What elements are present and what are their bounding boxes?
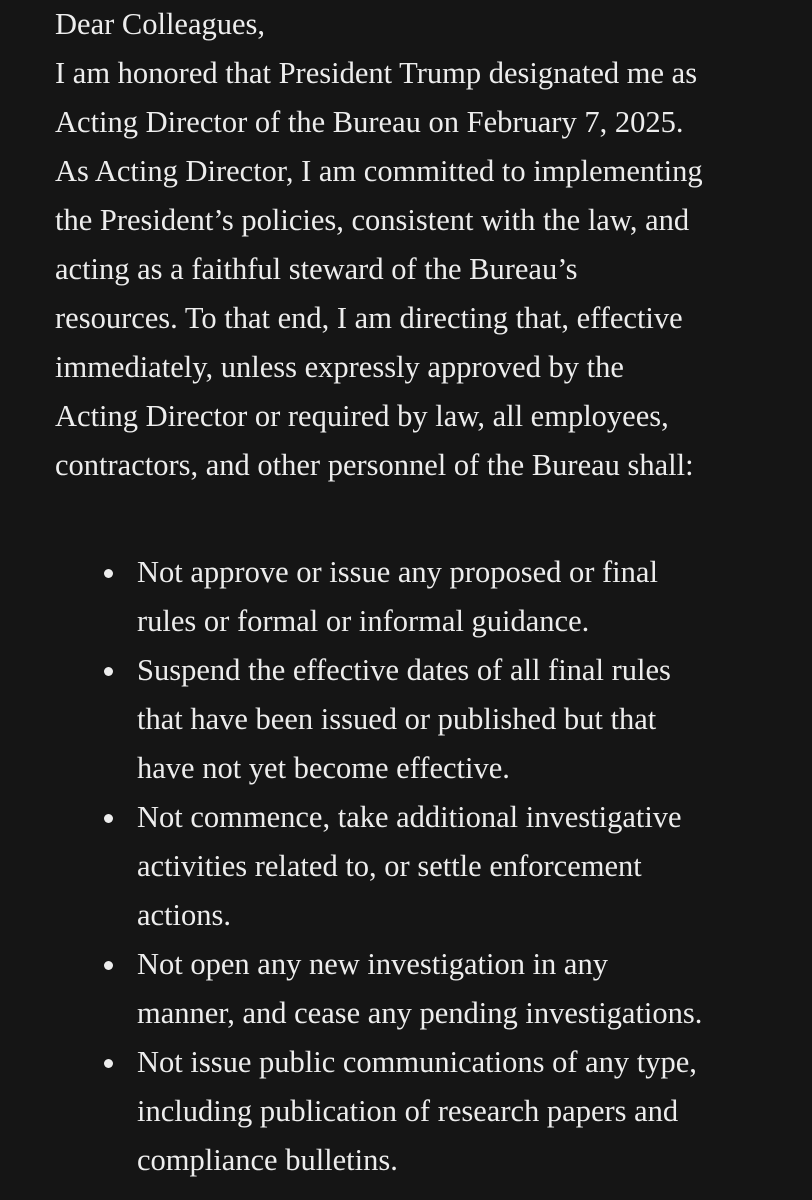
directive-line: actions.: [137, 898, 232, 932]
bullet-icon: [104, 961, 113, 970]
intro-line: Acting Director or required by law, all employees,: [55, 399, 669, 433]
directive-item: [55, 548, 795, 646]
bullet-icon: [104, 1059, 113, 1068]
intro-line: contractors, and other personnel of the Bureau shall:: [55, 448, 694, 482]
directive-list: [55, 548, 795, 1185]
intro-line: I am honored that President Trump designated me as: [55, 56, 698, 90]
bullet-icon: [104, 569, 113, 578]
directive-line: have not yet become effective.: [137, 751, 510, 785]
directive-line: Suspend the effective dates of all final rules: [137, 653, 671, 687]
directive-line: manner, and cease any pending investigations.: [137, 996, 703, 1030]
intro-line: immediately, unless expressly approved by the: [55, 350, 624, 384]
intro-line: acting as a faithful steward of the Bureau’s: [55, 252, 578, 286]
directive-item: [55, 1038, 795, 1185]
directive-line: Not open any new investigation in any: [137, 947, 608, 981]
directive-line: compliance bulletins.: [137, 1143, 398, 1177]
intro-paragraph: [55, 49, 795, 490]
letter-body: [55, 0, 795, 1185]
intro-line: resources. To that end, I am directing that, effective: [55, 301, 683, 335]
directive-item: [55, 646, 795, 793]
directive-line: activities related to, or settle enforcement: [137, 849, 642, 883]
intro-line: Acting Director of the Bureau on February 7, 2025.: [55, 105, 684, 139]
directive-line: that have been issued or published but that: [137, 702, 657, 736]
directive-line: Not approve or issue any proposed or final: [137, 555, 658, 589]
directive-line: including publication of research papers and: [137, 1094, 679, 1128]
directive-line: Not issue public communications of any type,: [137, 1045, 697, 1079]
directive-item: [55, 793, 795, 940]
bullet-icon: [104, 814, 113, 823]
letter-greeting: Dear Colleagues,: [55, 7, 266, 41]
directive-line: Not commence, take additional investigative: [137, 800, 682, 834]
intro-line: As Acting Director, I am committed to implementing: [55, 154, 703, 188]
intro-line: the President’s policies, consistent with the law, and: [55, 203, 690, 237]
bullet-icon: [104, 667, 113, 676]
directive-item: [55, 940, 795, 1038]
directive-line: rules or formal or informal guidance.: [137, 604, 590, 638]
